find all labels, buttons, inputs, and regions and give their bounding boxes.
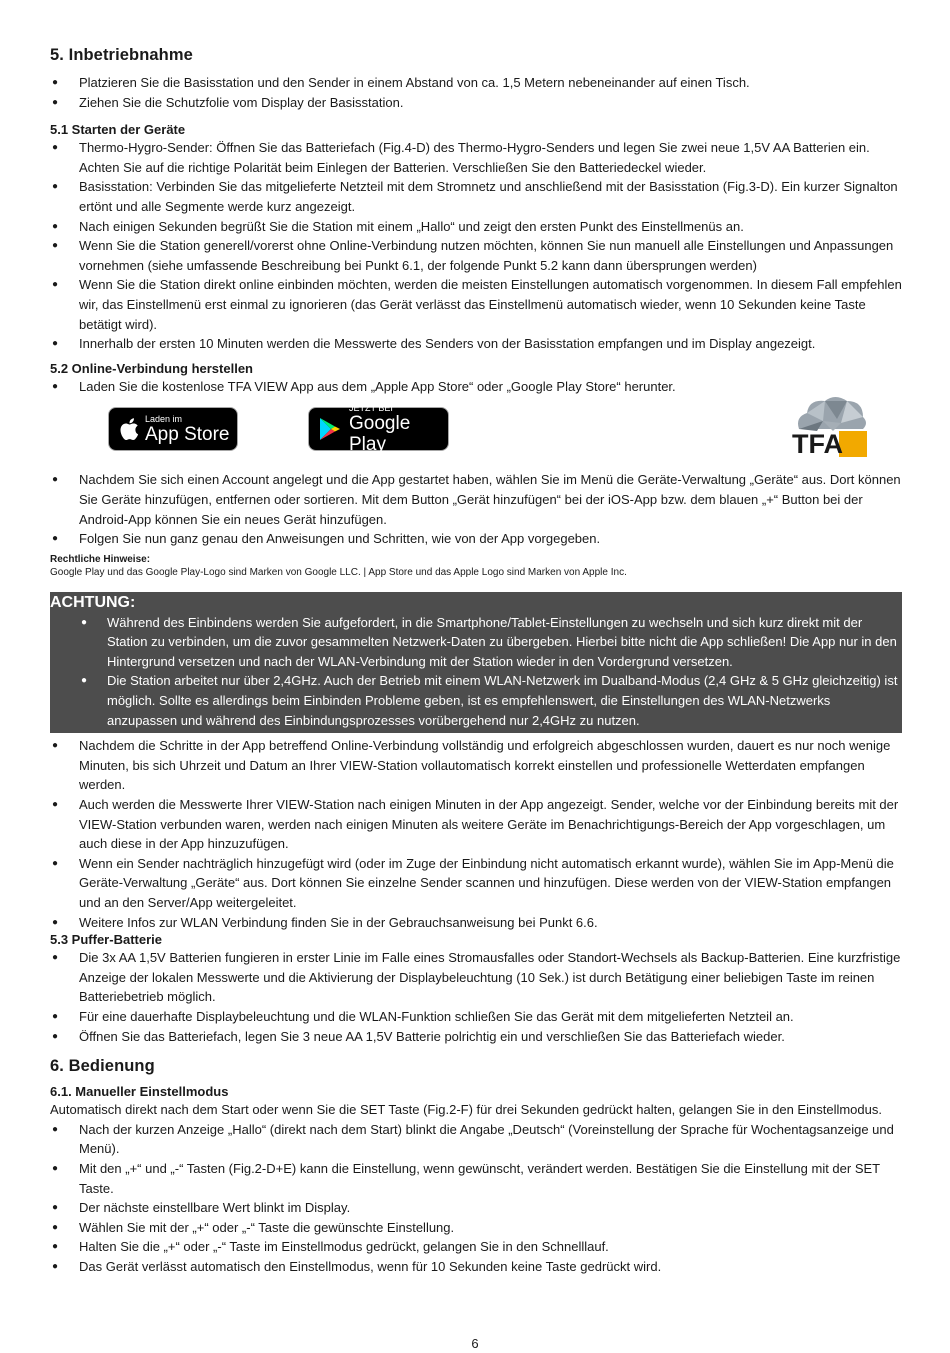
google-play-label: Google Play — [349, 413, 411, 456]
tfa-logo — [789, 391, 869, 461]
warning-title: ACHTUNG: — [50, 593, 136, 611]
google-play-small-label: JETZT BEI — [349, 403, 393, 414]
warning-box — [50, 592, 902, 734]
list-item: ● Auch werden die Messwerte Ihrer VIEW-Station nach einigen Minuten in der App angezeigt. Sender, welche vor der Einbindung bereits mit der VIEW-Station verbunden waren, werden nach einigen Minuten als weitere Geräte im Benachrichtigungs-Bereich der App vorgeschlagen, um auch diese in der App hinzuzufügen. — [50, 795, 902, 854]
store-badges — [50, 399, 902, 467]
tfa-logo-text: TFA — [792, 429, 843, 460]
list-item: ● Nachdem die Schritte in der App betreffend Online-Verbindung vollständig und erfolgreich abgeschlossen wurden, dauert es nur noch wenige Minuten, bis sich Uhrzeit und Datum an Ihrer VIEW-Station vollautomatisch korrekt einstellen und professionelle Wetterdaten empfangen werden. — [50, 736, 902, 795]
section-6-1-list — [50, 1120, 902, 1277]
section-5-2-list-continued — [50, 470, 902, 548]
section-5-1-list — [50, 138, 902, 354]
list-item: ● Innerhalb der ersten 10 Minuten werden die Messwerte des Senders von der Basisstation empfangen und im Display angezeigt. — [50, 334, 902, 354]
list-item: ● Thermo-Hygro-Sender: Öffnen Sie das Batteriefach (Fig.4-D) des Thermo-Hygro-Senders und legen Sie zwei neue 1,5V AA Batterien ein. Achten Sie auf die richtige Polarität beim Einlegen der Batterien. Verschließen Sie den Batteriedeckel wieder. — [50, 138, 902, 177]
list-item: ● Die Station arbeitet nur über 2,4GHz. Auch der Betrieb mit einem WLAN-Netzwerk im Dualband-Modus (2,4 GHz & 5 GHz gleichzeitig) ist möglich. Sollte es allerdings beim Einbinden Probleme geben, ist es empfehlenswert, die Einstellungen des WLAN-Netzwerks anzupassen und während des Einbindungsprozesses vorübergehend nur 2,4GHz zu nutzen. — [50, 671, 902, 730]
list-item: ● Während des Einbindens werden Sie aufgefordert, in die Smartphone/Tablet-Einstellungen zu wechseln und sich kurz direkt mit der Station zu verbinden, um die zuvor gesammelten Netzwerk-Daten zu übergeben. Hierbei bitte nicht die App schließen! Die App nur in den Hintergrund versetzen und nach der WLAN-Verbindung mit der Station wieder in den Vordergrund versetzen. — [50, 613, 902, 672]
warning-list — [50, 613, 902, 731]
app-store-badge[interactable] — [108, 407, 238, 451]
google-play-icon — [319, 417, 341, 441]
list-item: ● Für eine dauerhafte Displaybeleuchtung und die WLAN-Funktion schließen Sie das Gerät mit dem mitgelieferten Netzteil an. — [50, 1007, 902, 1027]
list-item: ● Basisstation: Verbinden Sie das mitgelieferte Netzteil mit dem Stromnetz und anschließend mit der Basisstation (Fig.3-D). Ein kurzer Signalton ertönt und alle Segmente werde kurz angezeigt. — [50, 177, 902, 216]
section-5-1-title: 5.1 Starten der Geräte — [50, 122, 186, 138]
section-5-2-list — [50, 377, 902, 397]
apple-icon — [119, 417, 139, 441]
legal-notes-title: Rechtliche Hinweise: — [50, 553, 151, 565]
list-item: ● Die 3x AA 1,5V Batterien fungieren in erster Linie im Falle eines Stromausfalles oder Standort-Wechsels als Backup-Batterien. Eine kurzfristige Anzeige der lokalen Messwerte und die Aktivierung der Displaybeleuchtung (10 Sek.) ist durch Betätigung einer beliebigen Taste im reinen Batteriebetrieb möglich. — [50, 948, 902, 1007]
section-5-3-list — [50, 948, 902, 1046]
list-item: ● Halten Sie die „+“ oder „-“ Taste im Einstellmodus gedrückt, gelangen Sie in den Schnelllauf. — [50, 1237, 902, 1257]
section-5-3-title: 5.3 Puffer-Batterie — [50, 932, 162, 948]
list-item: ● Folgen Sie nun ganz genau den Anweisungen und Schritten, wie von der App vorgegeben. — [50, 529, 902, 549]
section-6-1-title: 6.1. Manueller Einstellmodus — [50, 1084, 229, 1100]
app-store-small-label: Laden im — [145, 413, 183, 424]
list-item: ● Weitere Infos zur WLAN Verbindung finden Sie in der Gebrauchsanweisung bei Punkt 6.6. — [50, 913, 902, 933]
list-item: ● Nach der kurzen Anzeige „Hallo“ (direkt nach dem Start) blinkt die Angabe „Deutsch“ (Voreinstellung der Sprache für Wochentagsanzeige und Menü). — [50, 1120, 902, 1159]
list-item: ● Das Gerät verlässt automatisch den Einstellmodus, wenn für 10 Sekunden keine Taste gedrückt wird. — [50, 1257, 902, 1277]
list-item: ● Laden Sie die kostenlose TFA VIEW App aus dem „Apple App Store“ oder „Google Play Store“ herunter. — [50, 377, 902, 397]
list-item: ● Wenn ein Sender nachträglich hinzugefügt wird (oder im Zuge der Einbindung nicht automatisch erkannt wurde), wählen Sie im App-Menü die Geräte-Verwaltung „Geräte“ aus. Dort können Sie einzelne Sender scannen und hinzufügen. Diese werden von der VIEW-Station empfangen und an den Server/App weitergeleitet. — [50, 854, 902, 913]
list-item: ● Öffnen Sie das Batteriefach, legen Sie 3 neue AA 1,5V Batterie polrichtig ein und verschließen Sie das Batteriefach wieder. — [50, 1027, 902, 1047]
legal-notes-text: Google Play und das Google Play-Logo sind Marken von Google LLC. | App Store und das Apple Logo sind Marken von Apple Inc. — [50, 566, 627, 578]
list-item: ● Mit den „+“ und „-“ Tasten (Fig.2-D+E) kann die Einstellung, wenn gewünscht, verändert werden. Bestätigen Sie die Einstellung mit der SET Taste. — [50, 1159, 902, 1198]
list-item: ● Nachdem Sie sich einen Account angelegt und die App gestartet haben, wählen Sie im Menü die Geräte-Verwaltung „Geräte“ aus. Dort können Sie Geräte hinzufügen, entfernen oder sortieren. Mit dem Button „Gerät hinzufügen“ bei der iOS-App bzw. dem blauen „+“ Button bei der Android-App können Sie ein neues Gerät hinzufügen. — [50, 470, 902, 529]
list-item: ● Wählen Sie mit der „+“ oder „-“ Taste die gewünschte Einstellung. — [50, 1218, 902, 1238]
section-5-2-list-after-warning — [50, 736, 902, 932]
list-item: ● Der nächste einstellbare Wert blinkt im Display. — [50, 1198, 902, 1218]
section-6-title: 6. Bedienung — [50, 1057, 155, 1076]
section-6-1-intro: Automatisch direkt nach dem Start oder wenn Sie die SET Taste (Fig.2-F) für drei Sekunden gedrückt halten, gelangen Sie in den Einstellmodus. — [50, 1102, 882, 1118]
section-5-2-title: 5.2 Online-Verbindung herstellen — [50, 360, 253, 376]
list-item: ● Wenn Sie die Station generell/vorerst ohne Online-Verbindung nutzen möchten, können Sie nun manuell alle Einstellungen und Anpassungen vornehmen (siehe umfassende Beschreibung bei Punkt 6.1, der folgende Punkt 5.2 kann dann übersprungen werden) — [50, 236, 902, 275]
list-item: ● Nach einigen Sekunden begrüßt Sie die Station mit einem „Hallo“ und zeigt den ersten Punkt des Einstellmenüs an. — [50, 217, 902, 237]
section-5-list — [50, 73, 902, 112]
list-item: ● Platzieren Sie die Basisstation und den Sender in einem Abstand von ca. 1,5 Metern nebeneinander auf einen Tisch. — [50, 73, 902, 93]
section-5-title: 5. Inbetriebnahme — [50, 46, 193, 64]
list-item: ● Wenn Sie die Station direkt online einbinden möchten, werden die meisten Einstellungen automatisch vorgenommen. In diesem Fall empfehlen wir, das Einstellmenü erst einmal zu ignorieren (das Gerät verlässt das Einstellmenü automatisch wieder, wenn 10 Sekunden keine Taste betätigt wird). — [50, 275, 902, 334]
google-play-badge[interactable] — [308, 403, 449, 456]
app-store-label: App Store — [145, 423, 230, 445]
page-number: 6 — [471, 1336, 479, 1351]
list-item: ● Ziehen Sie die Schutzfolie vom Display der Basisstation. — [50, 93, 902, 113]
document-page — [50, 40, 902, 1277]
